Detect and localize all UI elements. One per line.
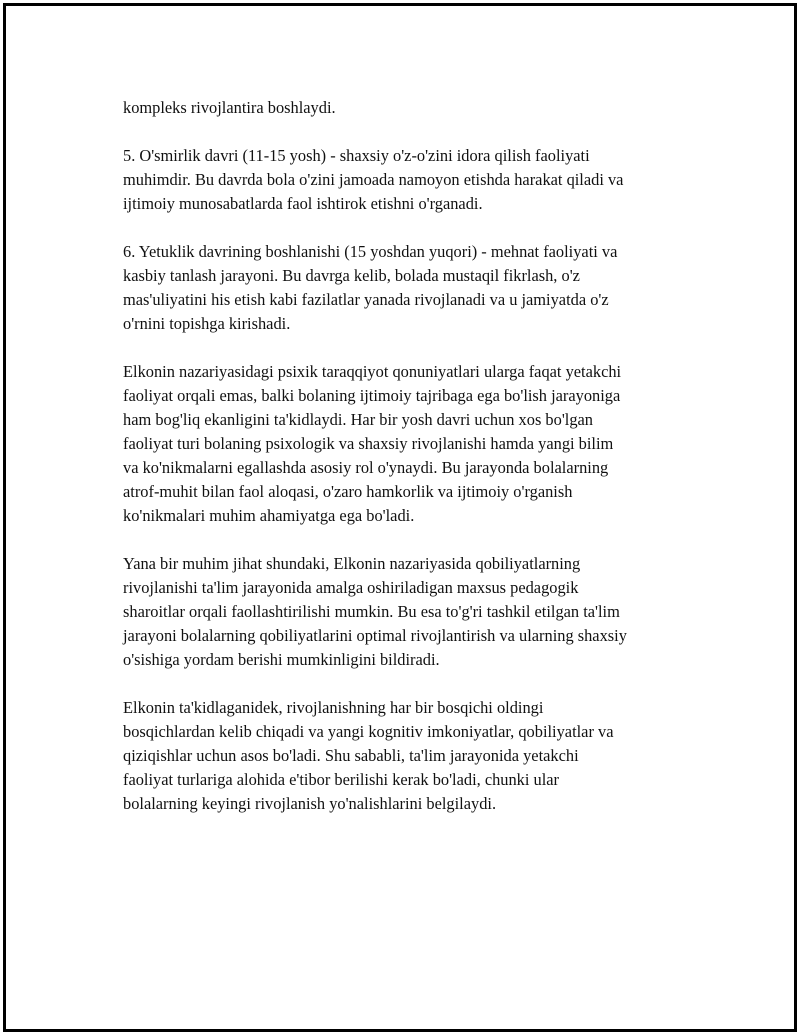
- text-line: rivojlanishi ta'lim jarayonida amalga oshiriladigan maxsus pedagogik: [123, 578, 579, 597]
- text-line: kasbiy tanlash jarayoni. Bu davrga kelib, bolada mustaqil fikrlash, o'z: [123, 266, 580, 285]
- text-line: qiziqishlar uchun asos bo'ladi. Shu sababli, ta'lim jarayonida yetakchi: [123, 746, 579, 765]
- paragraph-4: [123, 360, 698, 528]
- paragraph-5: [123, 552, 698, 672]
- text-line: ijtimoiy munosabatlarda faol ishtirok etishni o'rganadi.: [123, 194, 483, 213]
- paragraph-3: [123, 240, 698, 336]
- text-line: Elkonin nazariyasidagi psixik taraqqiyot qonuniyatlari ularga faqat yetakchi: [123, 362, 622, 381]
- text-line: jarayoni bolalarning qobiliyatlarini optimal rivojlantirish va ularning shaxsiy: [123, 626, 627, 645]
- paragraph-1: [123, 96, 698, 120]
- text-line: 5. O'smirlik davri (11-15 yosh) - shaxsiy o'z-o'zini idora qilish faoliyati: [123, 146, 590, 165]
- text-line: sharoitlar orqali faollashtirilishi mumkin. Bu esa to'g'ri tashkil etilgan ta'lim: [123, 602, 620, 621]
- text-line: faoliyat turlariga alohida e'tibor berilishi kerak bo'ladi, chunki ular: [123, 770, 560, 789]
- paragraph-6: [123, 696, 698, 816]
- text-line: atrof-muhit bilan faol aloqasi, o'zaro hamkorlik va ijtimoiy o'rganish: [123, 482, 573, 501]
- text-line: ko'nikmalari muhim ahamiyatga ega bo'ladi.: [123, 506, 415, 525]
- text-line: va ko'nikmalarni egallashda asosiy rol o'ynaydi. Bu jarayonda bolalarning: [123, 458, 609, 477]
- text-line: muhimdir. Bu davrda bola o'zini jamoada namoyon etishda harakat qiladi va: [123, 170, 624, 189]
- text-line: ham bog'liq ekanligini ta'kidlaydi. Har bir yosh davri uchun xos bo'lgan: [123, 410, 593, 429]
- text-line: 6. Yetuklik davrining boshlanishi (15 yoshdan yuqori) - mehnat faoliyati va: [123, 242, 618, 261]
- document-body: [123, 96, 698, 840]
- text-line: Elkonin ta'kidlaganidek, rivojlanishning har bir bosqichi oldingi: [123, 698, 544, 717]
- text-line: kompleks rivojlantira boshlaydi.: [123, 98, 336, 117]
- paragraph-2: [123, 144, 698, 216]
- text-line: Yana bir muhim jihat shundaki, Elkonin nazariyasida qobiliyatlarning: [123, 554, 581, 573]
- text-line: mas'uliyatini his etish kabi fazilatlar yanada rivojlanadi va u jamiyatda o'z: [123, 290, 609, 309]
- text-line: o'sishiga yordam berishi mumkinligini bildiradi.: [123, 650, 440, 669]
- text-line: o'rnini topishga kirishadi.: [123, 314, 291, 333]
- text-line: faoliyat turi bolaning psixologik va shaxsiy rivojlanishi hamda yangi bilim: [123, 434, 614, 453]
- text-line: bosqichlardan kelib chiqadi va yangi kognitiv imkoniyatlar, qobiliyatlar va: [123, 722, 614, 741]
- text-line: faoliyat orqali emas, balki bolaning ijtimoiy tajribaga ega bo'lish jarayoniga: [123, 386, 621, 405]
- text-line: bolalarning keyingi rivojlanish yo'nalishlarini belgilaydi.: [123, 794, 497, 813]
- page-frame: [3, 3, 797, 1032]
